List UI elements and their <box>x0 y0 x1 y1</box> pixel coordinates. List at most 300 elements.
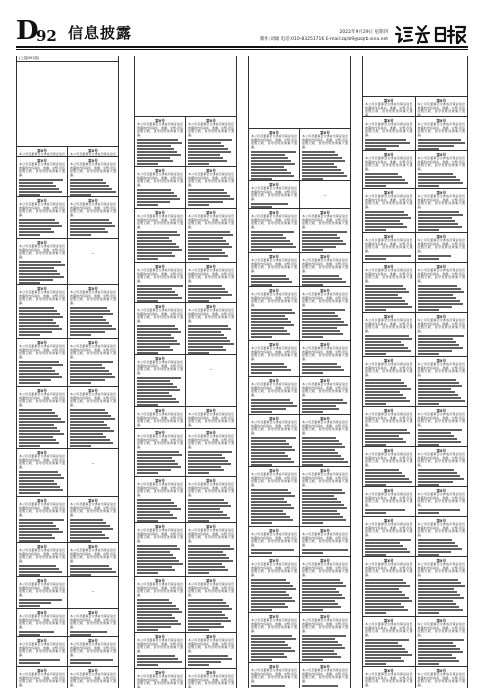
text-line <box>251 585 293 586</box>
notice-cell <box>135 167 185 208</box>
text-line <box>251 151 296 152</box>
notice-title: 第X号 <box>383 669 394 673</box>
text-line <box>251 656 287 657</box>
text-line <box>251 160 291 161</box>
text-line <box>302 585 346 586</box>
text-line <box>188 629 209 630</box>
notice-cell <box>17 339 67 386</box>
notice-cell <box>135 263 185 302</box>
text-lines <box>188 545 234 573</box>
notice-title: 第X号 <box>206 431 216 435</box>
text-line <box>137 451 179 452</box>
text-line <box>251 399 290 400</box>
text-line <box>19 477 64 478</box>
text-line <box>365 291 409 292</box>
text-line <box>137 572 158 573</box>
notice-row <box>17 608 118 636</box>
notice-text: 本公司及董事会全体成员保证信息披露的内容真实、准确、完整,没有虚假记载、误导性陈述或重大遗漏。 <box>188 122 234 137</box>
text-line <box>137 189 171 190</box>
text-line <box>302 237 340 238</box>
text-lines <box>418 173 466 186</box>
text-line <box>70 379 105 380</box>
text-line <box>302 507 347 508</box>
notice-text: 本公司及董事会全体成员保证信息披露的内容真实、准确、完整,没有虚假记载、误导性陈述或重大遗漏。 <box>365 156 413 171</box>
notice-title: 第X号 <box>37 579 47 583</box>
text-line <box>251 507 294 508</box>
text-line <box>365 173 398 174</box>
text-line <box>418 539 452 540</box>
text-line <box>418 285 458 286</box>
text-lines <box>188 189 234 205</box>
notice-text: 本公司及董事会全体成员保证信息披露的内容真实、准确、完整,没有虚假记载、误导性陈述或重大遗漏。 <box>70 548 116 563</box>
notice-title: 第X号 <box>269 289 279 293</box>
notice-row <box>363 446 467 486</box>
text-lines <box>418 379 466 404</box>
text-line <box>137 157 170 158</box>
text-line <box>418 438 458 439</box>
text-line <box>19 486 60 487</box>
notice-text: 本公司及董事会全体成员保证信息披露的内容真实、准确、完整,没有虚假记载、误导性陈述或重大遗漏。 <box>417 452 465 467</box>
text-line <box>365 654 412 655</box>
text-line <box>251 437 296 438</box>
text-lines <box>137 139 183 164</box>
text-line <box>70 361 113 362</box>
text-lines <box>251 309 297 337</box>
text-line <box>418 347 463 348</box>
notice-text: 本公司及董事会全体成员保证信息披露的内容真实、准确、完整,没有虚假记载、误导性陈述或重大遗漏。 <box>365 362 413 377</box>
text-line <box>188 160 227 161</box>
text-line <box>188 463 231 464</box>
text-line <box>137 517 177 518</box>
text-line <box>251 321 291 322</box>
text-line <box>418 609 463 610</box>
text-line <box>137 499 171 500</box>
text-line <box>70 331 105 332</box>
text-line <box>188 460 228 461</box>
text-line <box>251 243 293 244</box>
notice-title: 第X号 <box>37 389 47 393</box>
text-line <box>188 661 221 662</box>
text-line <box>302 638 335 639</box>
notice-text: 本公司及董事会全体成员保证信息披露的内容真实、准确、完整,没有虚假记载、误导性陈述或重大遗漏。 <box>251 214 297 229</box>
notice-title: 第X号 <box>37 639 47 643</box>
text-line <box>365 588 399 589</box>
text-line <box>365 341 401 342</box>
text-line <box>70 427 110 428</box>
notice-row <box>249 128 350 180</box>
notice-column <box>248 56 351 688</box>
text-line <box>19 565 56 566</box>
notice-text: 本公司及董事会全体成员保证信息披露的内容真实、准确、完整,没有虚假记载、误导性陈述或重大遗漏。 <box>70 202 116 217</box>
text-lines <box>19 659 65 663</box>
text-line <box>365 545 403 546</box>
text-line <box>137 346 170 347</box>
notice-cell <box>415 189 468 232</box>
notice-title: 第X号 <box>269 559 279 563</box>
text-line <box>70 571 116 572</box>
text-line <box>365 391 400 392</box>
text-line <box>137 661 182 662</box>
notice-cell <box>299 415 350 466</box>
text-line <box>19 474 61 475</box>
text-line <box>418 338 453 339</box>
text-line <box>302 160 345 161</box>
text-line <box>302 455 341 456</box>
text-line <box>137 258 158 259</box>
text-line <box>302 324 348 325</box>
notice-text: 本公司及董事会全体成员保证信息披露的内容真实、准确、完整,没有虚假记载、误导性陈述或重大遗漏。 <box>70 614 116 629</box>
text-line <box>418 176 457 177</box>
text-line <box>418 582 462 583</box>
notice-cell <box>67 609 118 636</box>
notice-row <box>249 340 350 376</box>
text-line <box>70 421 104 422</box>
text-line <box>137 511 170 512</box>
text-line <box>302 659 323 660</box>
notice-title: 第X号 <box>436 669 447 673</box>
text-lines <box>70 219 116 235</box>
text-line <box>418 654 453 655</box>
text-line <box>251 157 288 158</box>
text-line <box>188 617 228 618</box>
notice-title: 第X号 <box>383 559 394 563</box>
text-line <box>365 350 411 351</box>
text-line <box>302 275 339 276</box>
text-line <box>365 429 407 430</box>
notice-cell <box>415 233 468 262</box>
notice-title: 第X号 <box>206 169 216 173</box>
text-lines <box>137 655 183 665</box>
text-line <box>137 658 178 659</box>
notice-title: 第X号 <box>155 357 165 361</box>
text-line <box>418 309 439 310</box>
notice-cell <box>249 557 299 612</box>
text-line <box>365 182 408 183</box>
text-line <box>137 623 181 624</box>
text-line <box>365 220 400 221</box>
notice-title: 第X号 <box>155 305 165 309</box>
text-line <box>251 594 289 595</box>
notice-cell <box>363 667 415 688</box>
text-line <box>251 372 272 373</box>
notice-text: 本公司及董事会全体成员保证信息披露的内容真实、准确、完整,没有虚假记载、误导性陈述或重大遗漏。 <box>417 492 465 507</box>
text-line <box>137 291 175 292</box>
notice-row <box>135 632 236 668</box>
text-line <box>365 344 404 345</box>
text-line <box>251 309 292 310</box>
text-line <box>137 246 179 247</box>
notice-text: 本公司及董事会全体成员保证信息披露的内容真实、准确、完整,没有虚假记载、误导性陈述或重大遗漏。 <box>70 642 116 657</box>
text-line <box>418 350 452 351</box>
text-lines <box>19 599 65 606</box>
text-line <box>302 498 337 499</box>
notice-cell <box>67 197 118 238</box>
notice-cell <box>17 197 67 238</box>
text-line <box>365 542 400 543</box>
text-line <box>70 188 112 189</box>
notice-row <box>17 196 118 238</box>
text-line <box>251 408 286 409</box>
text-line <box>188 255 228 256</box>
text-line <box>302 635 346 636</box>
notice-text: 本公司及董事会全体成员保证信息披露的内容真实、准确、完整,没有虚假记载、误导性陈述或重大遗漏。 <box>417 194 465 209</box>
text-line <box>418 657 456 658</box>
text-line <box>19 379 51 380</box>
text-line <box>188 620 231 621</box>
text-line <box>137 383 173 384</box>
notice-cell <box>67 285 118 338</box>
text-line <box>365 432 410 433</box>
notice-cell <box>249 527 299 556</box>
text-line <box>251 327 284 328</box>
text-line <box>137 463 178 464</box>
text-line <box>251 513 286 514</box>
text-line <box>137 605 176 606</box>
text-line <box>418 648 460 649</box>
text-line <box>365 603 401 604</box>
text-line <box>70 433 103 434</box>
text-line <box>365 285 403 286</box>
text-line <box>188 249 222 250</box>
notice-cell <box>249 129 299 180</box>
text-line <box>137 331 181 332</box>
text-lines <box>302 437 348 465</box>
notice-title: 第X号 <box>320 469 330 473</box>
text-line <box>302 609 323 610</box>
text-line <box>137 608 179 609</box>
notice-text: 本公司及董事会全体成员保证信息披露的内容真实、准确、完整,没有虚假记载、误导性陈述或重大遗漏。 <box>137 412 183 427</box>
text-line <box>365 548 407 549</box>
notice-text: 本公司及董事会全体成员保证信息披露的内容真实、准确、完整,没有虚假记载、误导性陈述或重大遗漏。 <box>251 532 297 547</box>
text-line <box>137 505 177 506</box>
text-line <box>137 469 171 470</box>
text-line <box>418 214 463 215</box>
text-line <box>188 189 224 190</box>
text-line <box>418 588 454 589</box>
text-lines <box>418 255 466 259</box>
text-line <box>418 211 460 212</box>
notice-title: 第X号 <box>320 529 330 533</box>
notice-cell <box>415 263 468 312</box>
notice-title: 第X号 <box>155 431 165 435</box>
notice-title: 第X号 <box>436 191 447 195</box>
newspaper-logo <box>394 23 468 45</box>
text-line <box>251 405 297 406</box>
notice-title: 第X号 <box>206 479 216 483</box>
notice-title: 第X号 <box>155 265 165 269</box>
text-lines <box>365 139 413 149</box>
text-line <box>418 388 452 389</box>
text-line <box>188 343 234 344</box>
text-line <box>188 502 228 503</box>
text-line <box>188 337 227 338</box>
notice-text: 本公司及董事会全体成员保证信息披露的内容真实、准确、完整,没有虚假记载、误导性陈述或重大遗漏。 <box>365 492 413 507</box>
notice-text: 本公司及董事会全体成员保证信息披露的内容真实、准确、完整,没有虚假记载、误导性陈述或重大遗漏。 <box>188 412 234 427</box>
text-line <box>418 379 456 380</box>
text-line <box>137 545 177 546</box>
text-line <box>302 582 343 583</box>
text-line <box>188 325 228 326</box>
text-line <box>137 285 183 286</box>
notice-title: 第X号 <box>155 579 165 583</box>
notice-text: 本公司及董事会全体成员保证信息披露的内容真实、准确、完整,没有虚假记载、误导性陈述或重大遗漏。 <box>365 672 413 687</box>
text-lines <box>365 639 413 664</box>
text-line <box>302 369 344 370</box>
text-line <box>19 182 53 183</box>
notice-cell <box>415 447 468 486</box>
notice-title: 第X号 <box>320 255 330 259</box>
text-line <box>19 373 59 374</box>
text-line <box>137 502 174 503</box>
text-line <box>365 403 386 404</box>
text-line <box>418 472 457 473</box>
text-line <box>19 522 53 523</box>
text-line <box>188 331 221 332</box>
text-line <box>188 560 233 561</box>
text-line <box>137 145 171 146</box>
text-line <box>188 658 232 659</box>
text-line <box>302 234 337 235</box>
notice-text: 本公司及董事会全体成员保证信息披露的内容真实、准确、完整,没有虚假记载、误导性陈述或重大遗漏。 <box>417 156 465 171</box>
text-line <box>251 452 285 453</box>
text-line <box>19 270 57 271</box>
text-line <box>19 480 54 481</box>
notice-row <box>249 526 350 556</box>
text-line <box>137 201 170 202</box>
notice-cell <box>363 447 415 486</box>
text-line <box>188 664 209 665</box>
text-lines <box>418 285 466 310</box>
text-line <box>19 322 56 323</box>
notice-cell <box>185 523 236 576</box>
text-line <box>302 519 346 520</box>
text-line <box>137 508 181 509</box>
notice-text: 本公司及董事会全体成员保证信息披露的内容真实、准确、完整,没有虚假记载、误导性陈述或重大遗漏。 <box>365 522 413 537</box>
text-line <box>137 395 172 396</box>
notice-cell <box>67 147 118 156</box>
text-line <box>365 606 404 607</box>
text-line <box>19 267 54 268</box>
notice-cell <box>363 189 415 232</box>
notice-text: 本公司及董事会全体成员保证信息披露的内容真实、准确、完整,没有虚假记载、误导性陈述或重大遗漏。 <box>137 674 183 688</box>
text-line <box>70 364 102 365</box>
notice-cell <box>135 209 185 262</box>
page-number: 92 <box>36 27 57 45</box>
text-line <box>188 240 226 241</box>
text-line <box>188 469 224 470</box>
text-line <box>19 571 62 572</box>
notice-title: 第X号 <box>436 265 447 269</box>
text-line <box>137 377 181 378</box>
text-line <box>365 512 386 513</box>
notice-row <box>17 386 118 448</box>
notice-cell <box>249 613 299 662</box>
text-line <box>302 644 342 645</box>
notice-title: 第X号 <box>88 669 98 673</box>
text-line <box>302 312 335 313</box>
text-line <box>251 582 290 583</box>
notice-text: 本公司及董事会全体成员保证信息披露的内容真实、准确、完整,没有虚假记载、误导性陈述或重大遗漏。 <box>70 290 116 305</box>
text-line <box>19 325 59 326</box>
notice-row <box>363 96 467 116</box>
notice-text: 本公司及董事会全体成员保证信息披露的内容真实、准确、完整,没有虚假记载、误导性陈述或重大遗漏。 <box>137 308 183 323</box>
notice-cell <box>17 637 67 666</box>
text-line <box>70 179 103 180</box>
text-line <box>188 192 227 193</box>
section-title: 信息披露 <box>68 24 133 42</box>
notice-title: 第X号 <box>436 409 447 413</box>
notice-text: 本公司及董事会全体成员保证信息披露的内容真实、准确、完整,没有虚假记载、误导性陈述或重大遗漏。 <box>251 618 297 633</box>
notice-text: 本公司及董事会全体成员保证信息披露的内容真实、准确、完整,没有虚假记载、误导性陈述或重大遗漏。 <box>19 614 65 629</box>
text-line <box>302 449 335 450</box>
text-line <box>365 600 412 601</box>
text-lines <box>251 579 297 610</box>
notice-title: 第X号 <box>269 529 279 533</box>
text-line <box>70 313 113 314</box>
notice-text: 本公司及董事会全体成员保证信息披露的内容真实、准确、完整,没有虚假记载、误导性陈述或重大遗漏。 <box>19 290 65 305</box>
notice-cell <box>363 617 415 666</box>
text-line <box>19 279 53 280</box>
notice-text: 本公司及董事会全体成员保证信息披露的内容真实、准确、完整,没有虚假记载、误导性陈述或重大遗漏。 <box>417 318 465 333</box>
notice-row <box>135 208 236 262</box>
notice-text: 本公司及董事会全体成员保证信息披露的内容真实、准确、完整,没有虚假记载、误导性陈述或重大遗漏。 <box>365 318 413 333</box>
text-line <box>302 443 342 444</box>
notice-text: 本公司及董事会全体成员保证信息披露的内容真实、准确、完整,没有虚假记载、误导性陈述或重大遗漏。 <box>365 452 413 467</box>
text-line <box>188 457 225 458</box>
notice-cell <box>363 117 415 150</box>
text-line <box>251 653 284 654</box>
text-line <box>302 249 323 250</box>
text-line <box>418 475 461 476</box>
text-lines <box>251 151 297 179</box>
text-line <box>418 606 460 607</box>
text-line <box>188 623 221 624</box>
text-line <box>302 175 347 176</box>
notice-row <box>17 338 118 386</box>
notice-title: 第X号 <box>269 211 279 215</box>
notice-title: 第X号 <box>436 519 447 523</box>
text-line <box>418 288 461 289</box>
text-line <box>188 258 209 259</box>
notice-text: 本公司及董事会全体成员保证信息披露的内容真实、准确、完整,没有虚假记载、误导性陈述或重大遗漏。 <box>417 672 465 687</box>
notice-text: 本公司及董事会全体成员保证信息披露的内容真实、准确、完整,没有虚假记载、误导性陈述或重大遗漏。 <box>70 162 116 177</box>
notice-row <box>135 406 236 428</box>
notice-text: 本公司及董事会全体成员保证信息披露的内容真实、准确、完整,没有虚假记载、误导性陈述或重大遗漏。 <box>251 382 297 397</box>
text-line <box>302 315 338 316</box>
text-line <box>418 585 465 586</box>
text-line <box>137 551 170 552</box>
header-rule-thin <box>16 49 468 50</box>
text-line <box>19 445 40 446</box>
text-line <box>19 412 55 413</box>
notice-row <box>363 666 467 688</box>
text-line <box>137 514 173 515</box>
text-lines <box>137 231 183 259</box>
text-line <box>365 609 408 610</box>
text-line <box>70 373 112 374</box>
notice-row <box>363 486 467 516</box>
text-line <box>137 340 177 341</box>
text-line <box>70 519 103 520</box>
notice-text: 本公司及董事会全体成员保证信息披露的内容真实、准确、完整,没有虚假记载、误导性陈述或重大遗漏。 <box>19 392 65 407</box>
notice-text: 本公司及董事会全体成员保证信息披露的内容真实、准确、完整,没有虚假记载、误导性陈述或重大遗漏。 <box>365 562 413 577</box>
text-line <box>70 537 109 538</box>
text-line <box>188 472 209 473</box>
text-line <box>251 312 295 313</box>
text-line <box>418 597 464 598</box>
notice-cell <box>415 667 468 688</box>
text-line <box>302 552 323 553</box>
